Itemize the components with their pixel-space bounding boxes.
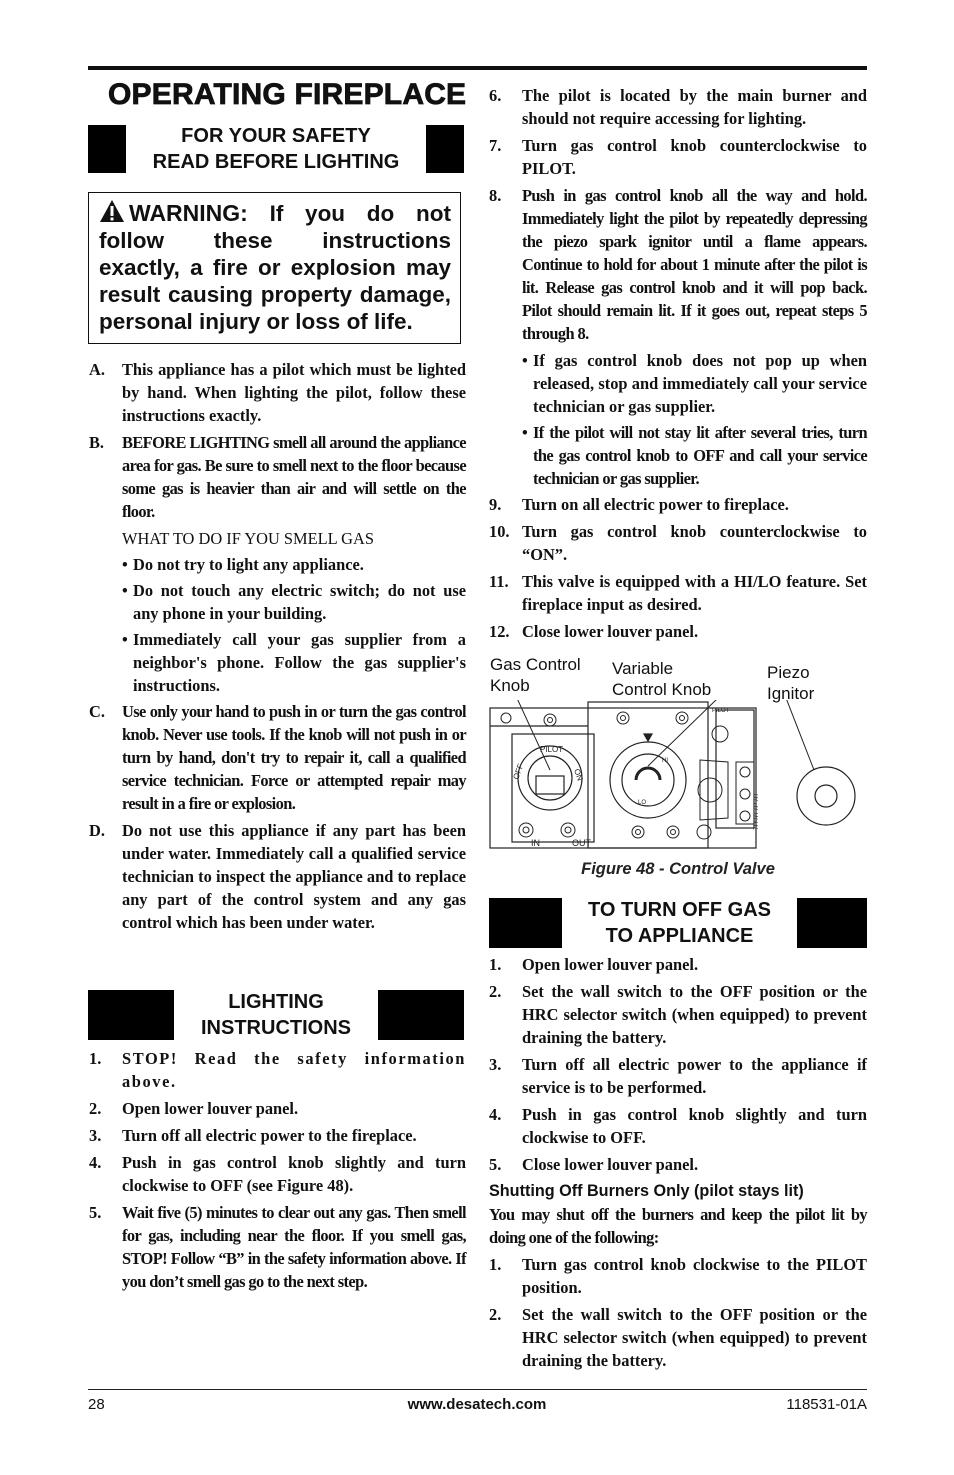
step-number: 3. (89, 1126, 102, 1145)
safety-item-d (89, 819, 466, 934)
step-text: Turn off all electric power to the fireplace. (122, 1126, 417, 1145)
item-number: A. (89, 360, 105, 379)
item-text: BEFORE LIGHTING smell all around the appliance area for gas. Be sure to smell next to the floor because some gas is heavier than air and will settle on the floor. (122, 433, 466, 521)
item-number: D. (89, 821, 105, 840)
safety-header-line1: FOR YOUR SAFETY (181, 125, 371, 147)
page-title: OPERATING FIREPLACE (108, 78, 467, 111)
step-number: 11. (489, 572, 509, 591)
control-valve-figure (488, 700, 868, 852)
bullet-text: If gas control knob does not pop up when released, stop and immediately call your service technician or gas supplier. (533, 351, 867, 416)
step-text: Open lower louver panel. (522, 955, 699, 974)
step8-bullet: • If gas control knob does not pop up when released, stop and immediately call your service technician or gas supplier. (522, 351, 867, 416)
lighting-step (89, 1201, 466, 1293)
item-text: Do not use this appliance if any part has been under water. Immediately call a qualified service technician to inspect the appliance and to replace any part of the control system and any gas control which has been under water. (122, 821, 466, 932)
step-number: 1. (489, 1255, 502, 1274)
step-text: Turn off all electric power to the appliance if service is to be performed. (522, 1055, 867, 1097)
step-text: STOP! Read the safety information above. (122, 1049, 466, 1091)
valve-label-terminals: TP/TH TP TH (754, 793, 760, 830)
turn-off-header-line1: TO TURN OFF GAS (588, 899, 771, 921)
header-block-left (88, 990, 174, 1040)
header-block-left (88, 125, 126, 173)
lighting-header-line2: INSTRUCTIONS (201, 1017, 351, 1039)
warning-text: If you do not follow these instructions exactly, a fire or explosion may result causing property damage, personal injury or loss of life. (99, 201, 451, 334)
warning-box (88, 192, 461, 344)
step-text: This valve is equipped with a HI/LO feature. Set fireplace input as desired. (522, 572, 867, 614)
step-text: Set the wall switch to the OFF position or the HRC selector switch (when equipped) to prevent draining the battery. (522, 1305, 867, 1370)
header-block-right (426, 125, 464, 173)
step-text: Close lower louver panel. (522, 622, 699, 641)
shutting-off-intro: You may shut off the burners and keep the pilot lit by doing one of the following: (489, 1205, 867, 1247)
item-text: This appliance has a pilot which must be lighted by hand. When lighting the pilot, follow these instructions exactly. (122, 360, 466, 425)
label-piezo-ignitor: Piezo Ignitor (767, 663, 815, 703)
safety-item-c (89, 700, 466, 815)
bullet-text: If the pilot will not stay lit after several tries, turn the gas control knob to OFF and call your service technician or gas supplier. (533, 423, 867, 488)
page-number: 28 (88, 1396, 105, 1413)
step-number: 1. (89, 1049, 102, 1068)
item-text: Use only your hand to push in or turn the gas control knob. Never use tools. If the knob will not push in or turn by hand, don't try to repair it, call a qualified service technician. Force or attempted repair may result in a fire or explosion. (122, 702, 466, 813)
valve-label-lo: LO (638, 800, 647, 806)
header-block-right (378, 990, 464, 1040)
step-text: Turn gas control knob clockwise to the PILOT position. (522, 1255, 867, 1297)
figure-caption: Figure 48 - Control Valve (581, 860, 775, 878)
turn-off-step (489, 1053, 867, 1099)
valve-label-off: OFF (511, 762, 526, 781)
step-number: 10. (489, 522, 510, 541)
warning-triangle-icon (99, 199, 125, 223)
smell-gas-bullet: • Do not touch any electric switch; do not use any phone in your building. (122, 581, 466, 623)
turn-off-header (489, 898, 867, 948)
valve-label-hi: HI (662, 758, 668, 764)
lighting-step (489, 84, 867, 130)
step-text: Push in gas control knob slightly and turn clockwise to OFF. (522, 1105, 867, 1147)
step-number: 8. (489, 186, 502, 205)
step-text: Push in gas control knob all the way and hold. Immediately light the pilot by repeatedly depressing the piezo spark ignitor until a flame appears. Continue to hold for about 1 minute after the pilot is lit. Release gas control knob and it will pop back. Pilot should remain lit. If it goes out, repeat steps 5 through 8. (522, 186, 867, 343)
smell-gas-heading: WHAT TO DO IF YOU SMELL GAS (122, 529, 374, 548)
lighting-step (89, 1097, 466, 1120)
bullet-text: Immediately call your gas supplier from a neighbor's phone. Follow the gas supplier's instructions. (133, 630, 466, 695)
lighting-step (489, 493, 867, 516)
step-text: Turn on all electric power to fireplace. (522, 495, 789, 514)
step-number: 5. (89, 1203, 102, 1222)
item-number: B. (89, 433, 105, 452)
valve-label-pilot: PILOT (540, 745, 564, 754)
lighting-steps-right (489, 84, 867, 647)
step-text: Open lower louver panel. (122, 1099, 299, 1118)
step-number: 4. (489, 1105, 502, 1124)
step-text: Set the wall switch to the OFF position or the HRC selector switch (when equipped) to prevent draining the battery. (522, 982, 867, 1047)
lighting-step (489, 520, 867, 566)
bullet-text: Do not touch any electric switch; do not use any phone in your building. (133, 581, 466, 623)
step-text: Close lower louver panel. (522, 1155, 699, 1174)
lighting-step (489, 134, 867, 180)
smell-gas-bullet: • Immediately call your gas supplier from a neighbor's phone. Follow the gas supplier's instructions. (122, 630, 466, 695)
shutting-off-heading: Shutting Off Burners Only (pilot stays lit) (489, 1182, 804, 1200)
safety-item-b (89, 431, 466, 523)
lighting-steps-left (89, 1047, 466, 1297)
shutting-off-step (489, 1253, 867, 1299)
variable-control-knob-drawing (610, 734, 686, 818)
smell-gas-bullet: • Do not try to light any appliance. (122, 553, 466, 576)
step-number: 7. (489, 136, 502, 155)
footer-rule (88, 1389, 867, 1390)
safety-info (89, 358, 466, 938)
header-block-left (489, 898, 562, 948)
turn-off-step (489, 1103, 867, 1149)
turn-off-header-line2: TO APPLIANCE (605, 925, 754, 947)
valve-label-on: ON (572, 767, 585, 782)
lighting-header (88, 990, 464, 1040)
step8-bullet: • If the pilot will not stay lit after several tries, turn the gas control knob to OFF and call your service technician or gas supplier. (522, 423, 867, 488)
lighting-step (89, 1124, 466, 1147)
step-text: Wait five (5) minutes to clear out any gas. Then smell for gas, including near the floor. If you smell gas, STOP! Follow “B” in the safety information above. If you don’t smell gas go to the next step. (122, 1203, 466, 1291)
step-number: 3. (489, 1055, 502, 1074)
document-number: 118531-01A (786, 1396, 867, 1413)
port-icon (519, 823, 575, 837)
lighting-header-line1: LIGHTING (228, 991, 324, 1013)
bullet-text: Do not try to light any appliance. (133, 555, 364, 574)
step-number: 12. (489, 622, 510, 641)
step-number: 1. (489, 955, 502, 974)
top-rule (88, 66, 867, 70)
turn-off-step (489, 980, 867, 1049)
lighting-step (89, 1151, 466, 1197)
step-text: The pilot is located by the main burner and should not require accessing for lighting. (522, 86, 867, 128)
safety-item-a (89, 358, 466, 427)
turn-off-header-text (562, 897, 797, 949)
step-number: 9. (489, 495, 502, 514)
valve-label-out: OUT (572, 838, 591, 848)
terminal-block (697, 726, 754, 839)
lighting-step (489, 184, 867, 345)
step-text: Turn gas control knob counterclockwise to PILOT. (522, 136, 867, 178)
lighting-header-text (174, 989, 378, 1041)
header-block-right (797, 898, 867, 948)
step-text: Turn gas control knob counterclockwise to “ON”. (522, 522, 867, 564)
step-number: 2. (489, 1305, 502, 1324)
warning-label: WARNING: (129, 200, 248, 226)
lighting-step (489, 620, 867, 643)
label-variable-control-knob: Variable Control Knob (612, 659, 712, 699)
website-link[interactable]: www.desatech.com (407, 1396, 547, 1413)
gas-control-knob-drawing (518, 746, 582, 810)
step-number: 6. (489, 86, 502, 105)
step-number: 2. (89, 1099, 102, 1118)
shutting-off-step (489, 1303, 867, 1372)
step-number: 4. (89, 1153, 102, 1172)
lighting-step (489, 570, 867, 616)
item-number: C. (89, 702, 105, 721)
safety-header-line2: READ BEFORE LIGHTING (152, 151, 400, 173)
valve-label-in: IN (531, 838, 540, 848)
turn-off-section (489, 953, 867, 1376)
step-number: 5. (489, 1155, 502, 1174)
turn-off-step (489, 953, 867, 976)
safety-header (88, 125, 464, 173)
label-gas-control-knob: Gas Control Knob (490, 655, 581, 695)
step-text: Push in gas control knob slightly and turn clockwise to OFF (see Figure 48). (122, 1153, 466, 1195)
piezo-ignitor-drawing (797, 767, 855, 825)
turn-off-step (489, 1153, 867, 1176)
lighting-step (89, 1047, 466, 1093)
valve-label-pilot-small: PILOT (712, 708, 730, 714)
step-number: 2. (489, 982, 502, 1001)
safety-header-text (126, 123, 426, 175)
